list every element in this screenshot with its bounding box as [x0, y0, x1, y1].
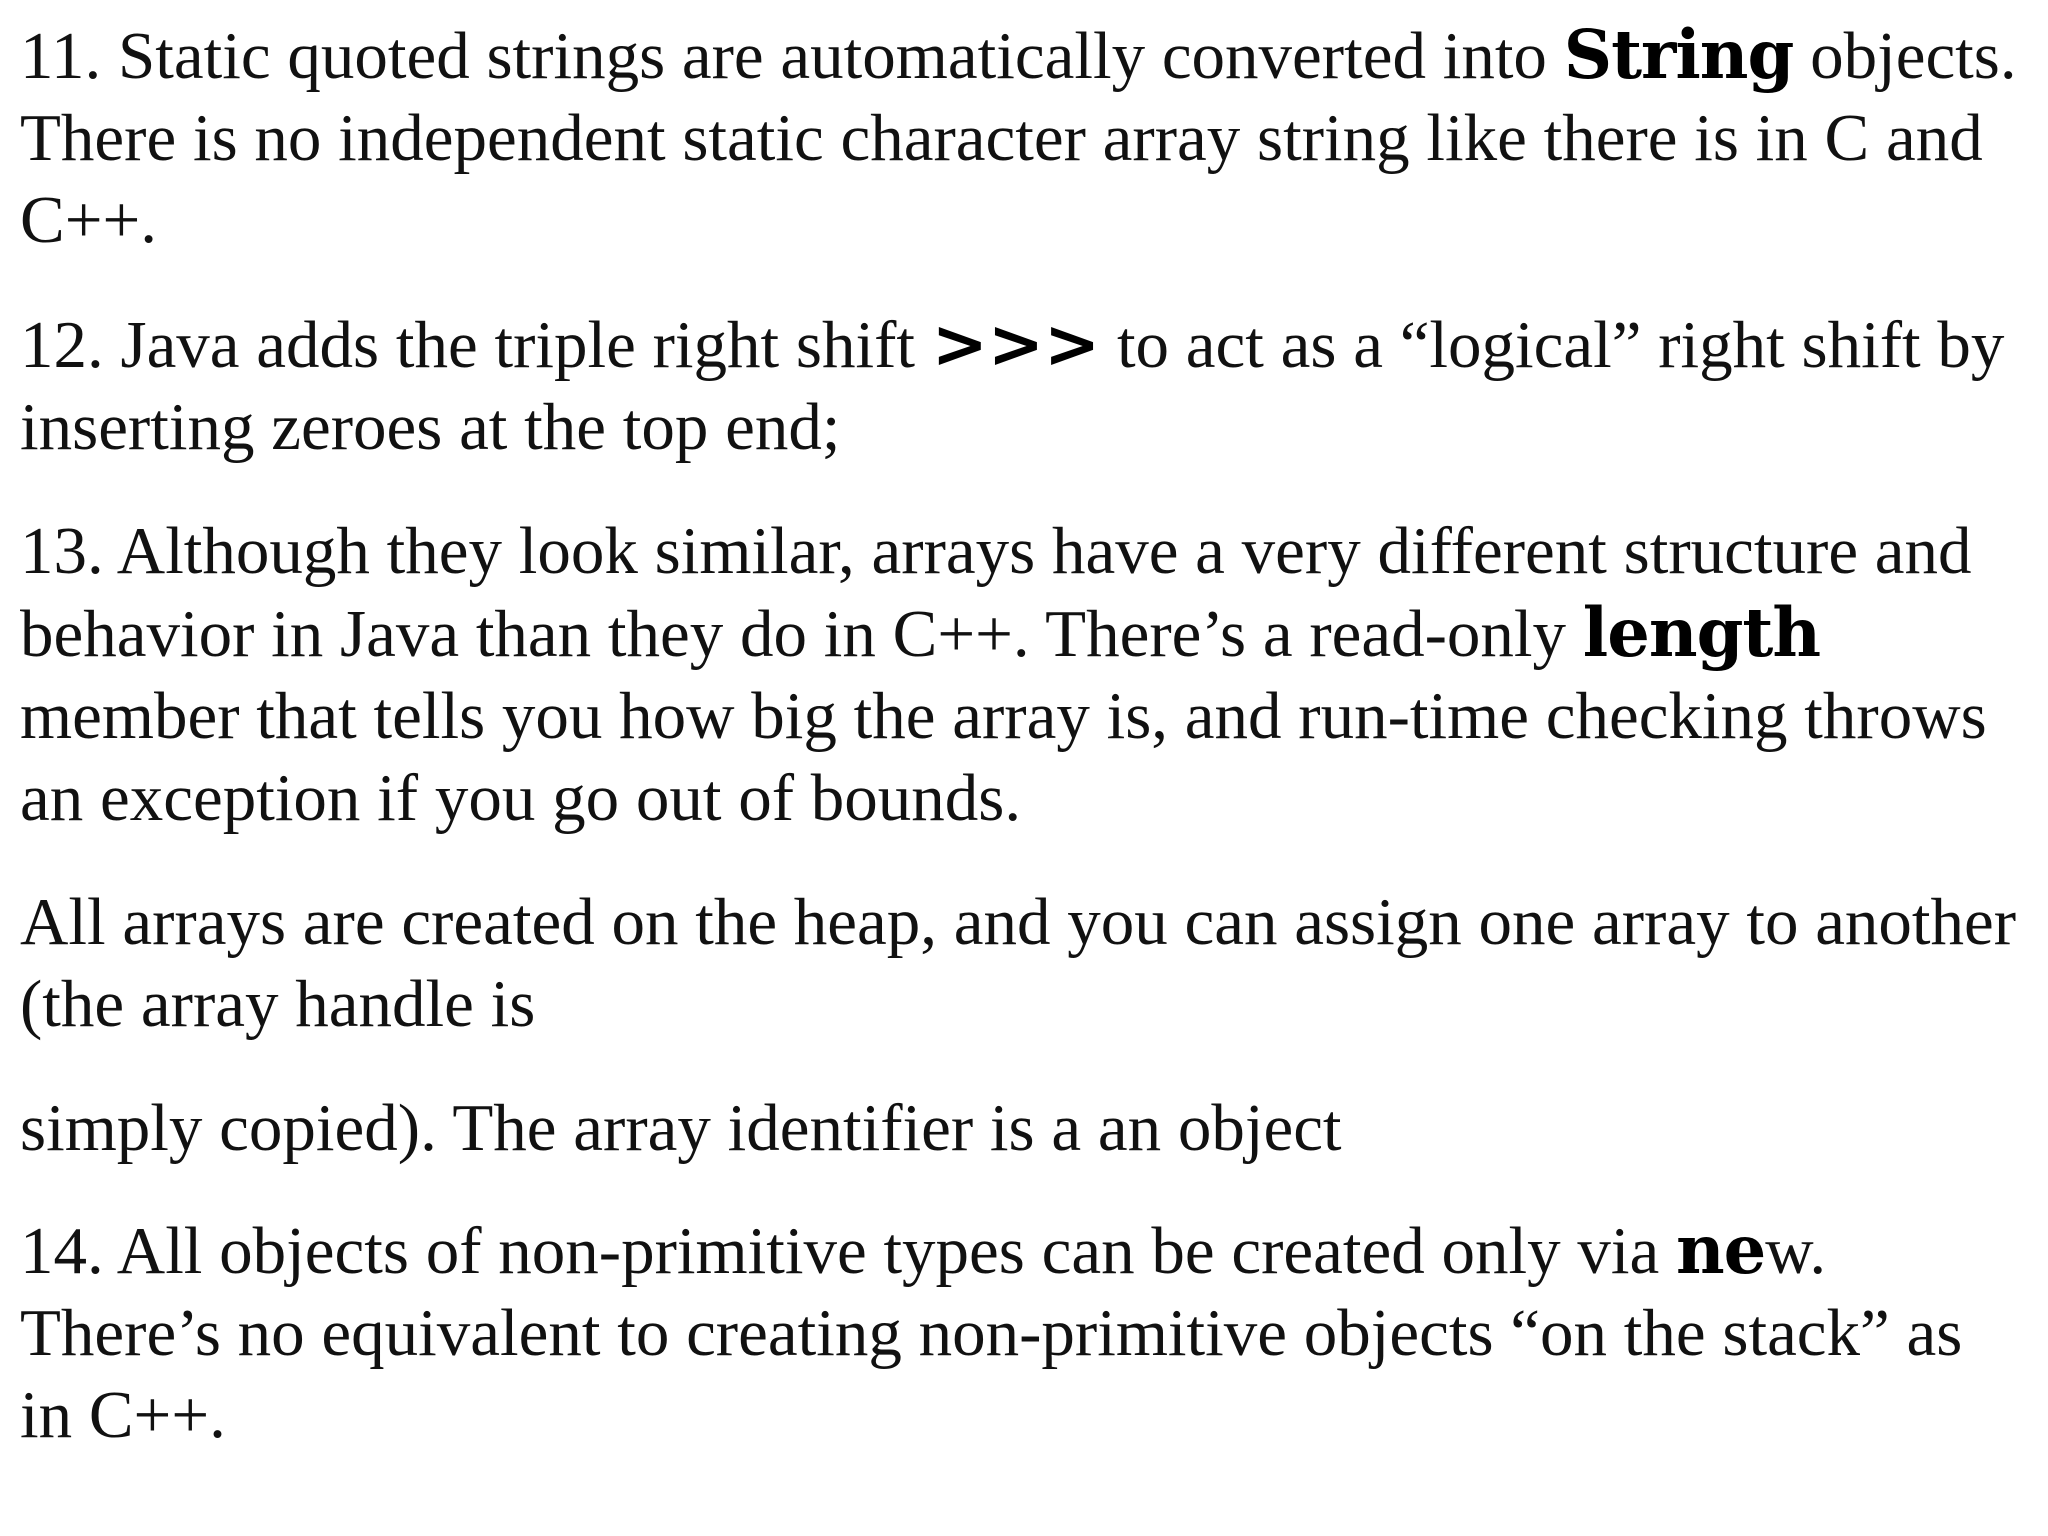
paragraph-13-text-b: member that tells you how big the array is, and run-time checking throws an exception if you go out of bounds.	[20, 679, 1987, 835]
code-new: ne	[1675, 1210, 1766, 1289]
code-length: length	[1582, 593, 1821, 672]
paragraph-14-text-b: w. There’s no equivalent to creating non-primitive objects “on the stack” as in C++.	[20, 1214, 1963, 1452]
paragraph-14-text-a: 14. All objects of non-primitive types can be created only via	[20, 1214, 1676, 1288]
paragraph-13-continued-2: simply copied). The array identifier is a an object	[20, 1091, 1342, 1165]
paragraph-11-text-b: objects. There is no independent static character array string like there is in C and C++.	[20, 19, 2017, 257]
paragraph-12-text-a: 12. Java adds the triple right shift	[20, 308, 932, 382]
paragraph-13-continued: All arrays are created on the heap, and you can assign one array to another (the array handle is	[20, 885, 2017, 1041]
code-string: String	[1563, 15, 1794, 94]
code-triple-shift: >>>	[931, 305, 1101, 383]
paragraph-14	[20, 1209, 2030, 1456]
paragraph-11	[20, 14, 2030, 261]
paragraph-12	[20, 303, 2030, 468]
paragraph-11-text-a: 11. Static quoted strings are automatically converted into	[20, 19, 1564, 93]
paragraph-13	[20, 510, 2030, 839]
document-page	[20, 14, 2030, 1498]
paragraph-12-text-b: to act as a “logical” right shift by inserting zeroes at the top end;	[20, 308, 2005, 464]
paragraph-13-text-a: 13. Although they look similar, arrays have a very different structure and behavior in Java than they do in C++. There’s a read-only	[20, 514, 1972, 671]
